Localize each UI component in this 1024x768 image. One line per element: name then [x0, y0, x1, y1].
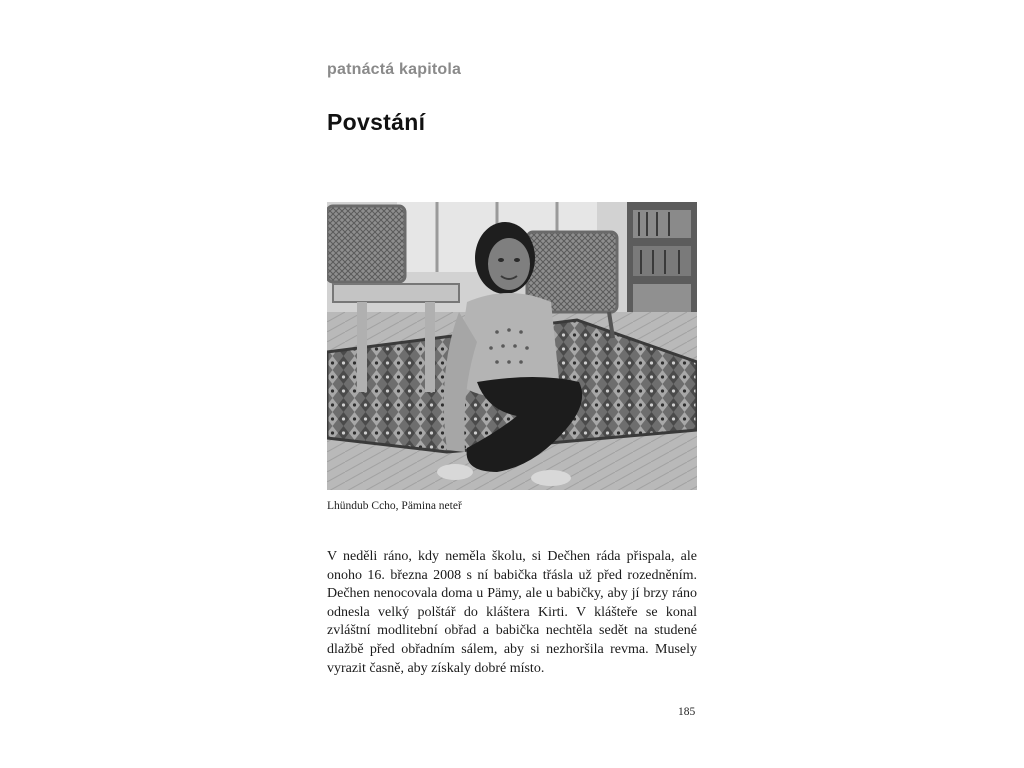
figure-caption: Lhündub Ccho, Pämina neteř	[327, 500, 462, 512]
chapter-label: patnáctá kapitola	[327, 61, 462, 78]
body-paragraph: V neděli ráno, kdy neměla školu, si Dečhen ráda přispala, ale onoho 16. března 2008 s ní babička třásla už před rozedněním. Dečhen nenocovala doma u Pämy, ale u babičky, aby jí brzy ráno odnesla velký polštář do kláštera Kirti. V klášteře se konal zvláštní modlitební obřad a babička nechtěla sedět na studené dlažbě před obřadním sálem, aby si nezhoršila revma. Musely vyrazit časně, aby získaly dobré místo.	[327, 549, 697, 676]
photo-illustration	[327, 202, 697, 490]
figure-photo	[327, 202, 697, 490]
chapter-title: Povstání	[327, 109, 426, 135]
page-number: 185	[678, 706, 696, 718]
